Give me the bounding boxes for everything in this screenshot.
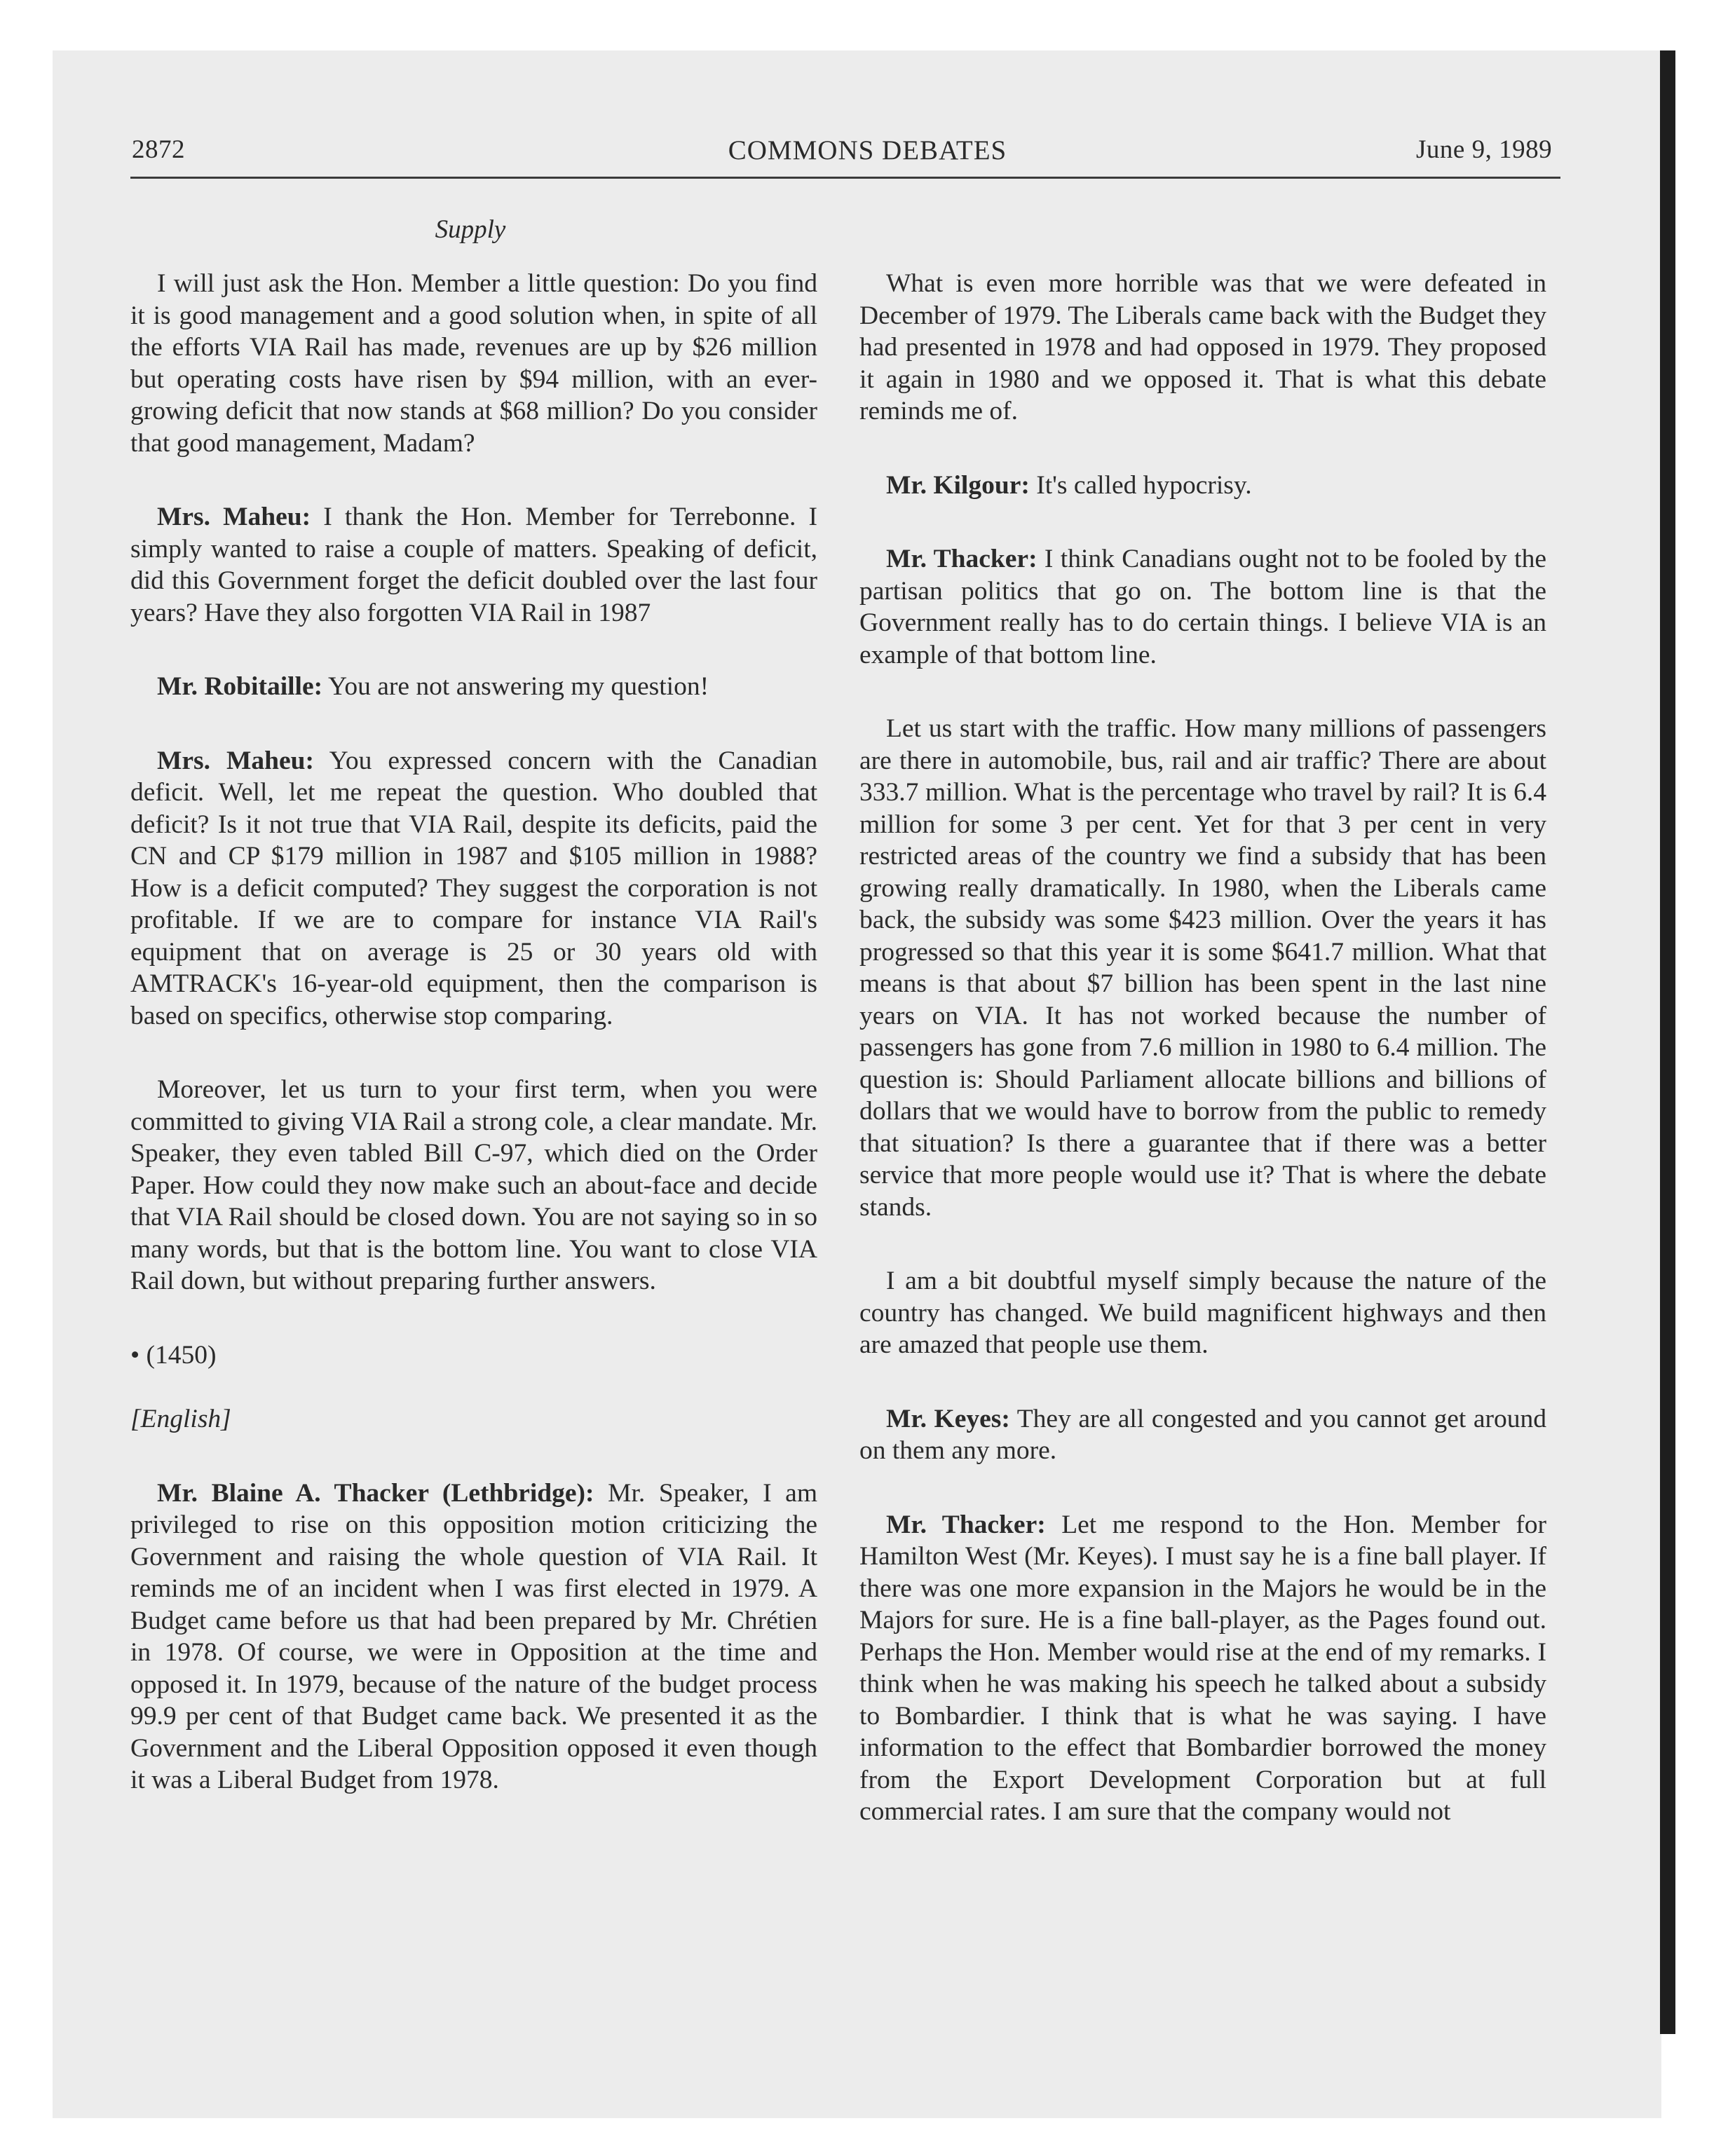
paragraph-text: They are all congested and you cannot get around on them any more. (859, 1404, 1547, 1465)
paragraph-text: [English] (130, 1405, 231, 1433)
paragraph (130, 268, 817, 459)
paragraph-text: I thank the Hon. Member for Terrebonne. I simply wanted to raise a couple of matters. Speaking of deficit, did this Government forget the deficit doubled over the last four years? Have they also forgotten VIA Rail in 1987 (130, 503, 817, 627)
page-number: 2872 (132, 135, 185, 164)
page-date: June 9, 1989 (1416, 135, 1553, 164)
paragraph (859, 1265, 1546, 1361)
paragraph-text: I think Canadians ought not to be fooled by the partisan politics that go on. The bottom line is that the Government really has to do certain things. I believe VIA is an example of that bottom line. (859, 545, 1546, 669)
speaker-name: Mr. Robitaille: (157, 672, 323, 701)
paragraph (859, 1509, 1546, 1828)
paragraph (130, 1074, 817, 1297)
paragraph-text: I am a bit doubtful myself simply because the nature of the country has changed. We build magnificent highways and then are amazed that people use them. (859, 1267, 1546, 1359)
paragraph (130, 1478, 817, 1796)
speaker-name: Mr. Kilgour: (886, 470, 1030, 500)
paragraph-text: It's called hypocrisy. (1029, 470, 1252, 500)
speaker-name: Mr. Blaine A. Thacker (Lethbridge): (157, 1478, 594, 1508)
paragraph-text: Let me respond to the Hon. Member for Hamilton West (Mr. Keyes). I must say he is a fine ball player. If there was one more expansion in the Majors he would be in the Majors for sure. He is a fine ball-player, as the Pages found out. Perhaps the Hon. Member would rise at the end of my remarks. I think when he was making his speech he talked about a subsidy to Bombardier. I think that is what he was saying. I have information to the effect that Bombardier borrowed the money from the Export Development Corporation but at full commercial rates. I am sure that the company would not (859, 1510, 1546, 1826)
section-heading: Supply (435, 215, 506, 244)
speaker-name: Mr. Thacker: (886, 545, 1037, 573)
speaker-name: Mr. Thacker: (886, 1510, 1046, 1539)
left-column (130, 268, 817, 1796)
paragraph (859, 268, 1546, 428)
speaker-name: Mrs. Maheu: (157, 746, 314, 775)
scan-edge-bar (1660, 50, 1675, 2034)
right-column (859, 268, 1546, 1828)
paragraph-text: You are not answering my question! (322, 672, 709, 701)
paragraph (859, 1403, 1546, 1467)
time-marker (130, 1339, 817, 1372)
speaker-name: Mr. Keyes: (886, 1404, 1010, 1433)
paragraph-text: Mr. Speaker, I am privileged to rise on this opposition motion criticizing the Government and raising the whole question of VIA Rail. It reminds me of an incident when I was first elected in 1979. A Budget came before us that had been prepared by Mr. Chrétien in 1978. Of course, we were in Opposition at the time and opposed it. In 1979, because of the nature of the budget process 99.9 per cent of that Budget came back. We presented it as the Government and the Liberal Opposition opposed it even though it was a Liberal Budget from 1978. (130, 1478, 817, 1794)
paragraph-text: What is even more horrible was that we were defeated in December of 1979. The Liberals came back with the Budget they had presented in 1978 and had opposed in 1979. They proposed it again in 1980 and we opposed it. That is what this debate reminds me of. (859, 269, 1546, 425)
paragraph-text: • (1450) (130, 1340, 217, 1370)
paragraph (130, 671, 817, 703)
header-rule (130, 177, 1560, 179)
paragraph (859, 470, 1546, 502)
paragraph (859, 713, 1546, 1223)
paragraph (859, 543, 1546, 671)
language-marker (130, 1403, 817, 1435)
speaker-name: Mrs. Maheu: (157, 503, 311, 531)
paragraph (130, 501, 817, 629)
paragraph-text: I will just ask the Hon. Member a little question: Do you find it is good management and a good solution when, in spite of all the efforts VIA Rail has made, revenues are up by $26 million but operating costs have risen by $94 million, with an ever-growing deficit that now stands at $68 million? Do you consider that good management, Madam? (130, 269, 817, 458)
paragraph-text: You expressed concern with the Canadian deficit. Well, let me repeat the question. Who doubled that deficit? Is it not true that VIA Rail, despite its deficits, paid the CN and CP $179 million in 1987 and $105 million in 1988? How is a deficit computed? They suggest the corporation is not profitable. If we are to compare for instance VIA Rail's equipment that on average is 25 or 30 years old with AMTRACK's 16-year-old equipment, then the comparison is based on specifics, otherwise stop comparing. (130, 746, 818, 1030)
paragraph (130, 745, 817, 1032)
paragraph-text: Moreover, let us turn to your first term, when you were committed to giving VIA Rail a strong cole, a clear mandate. Mr. Speaker, they even tabled Bill C-97, which died on the Order Paper. How could they now make such an about-face and decide that VIA Rail should be closed down. You are not saying so in so many words, but that is the bottom line. You want to close VIA Rail down, but without preparing further answers. (130, 1075, 817, 1295)
publication-title: COMMONS DEBATES (728, 135, 1007, 165)
paragraph-text: Let us start with the traffic. How many millions of passengers are there in automobile, bus, rail and air traffic? There are about 333.7 million. What is the percentage who travel by rail? It is 6.4 million for some 3 per cent. Yet for that 3 per cent in very restricted areas of the country we find a subsidy that has been growing really dramatically. In 1980, when the Liberals came back, the subsidy was some $423 million. Over the years it has progressed so that this year it is some $641.7 million. What that means is that about $7 billion has been spent in the last nine years on VIA. It has not worked because the number of passengers has gone from 7.6 million in 1980 to 6.4 million. The question is: Should Parliament allocate billions and billions of dollars that we would have to borrow from the public to remedy that situation? Is there a guarantee that if there was a better service that more people would use it? That is where the debate stands. (859, 714, 1546, 1222)
